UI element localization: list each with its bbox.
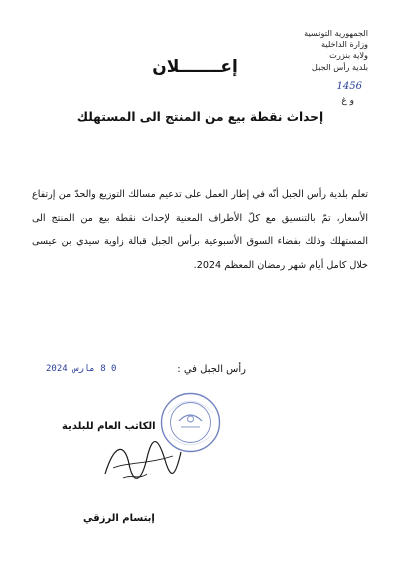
announcement-body: تعلم بلدية رأس الجبل أنّه في إطار العمل على تدعيم مسالك التوزيع والحدّ من إرتفاع الأسعار، تمّ بالتنسيق مع كلّ الأطراف المعنية لإحداث نقطة بيع من المنتج الى المستهلك وذلك بفضاء السوق الأسبوعية برأس الجبل قبالة زاوية سيدي بن عيسى خلال كامل أيام شهر رمضان المعظم 2024.	[32, 189, 368, 271]
signatory-title: الكاتب العام للبلدية	[62, 421, 156, 432]
date-place-label: رأس الجبل في :	[177, 364, 246, 375]
letterhead-ministry: وزارة الداخلية	[320, 39, 368, 50]
document-title: إعـــــــلان	[152, 57, 238, 77]
letterhead-municipality: بلدية رأس الجبل	[311, 61, 368, 72]
document-subject: إحداث نقطة بيع من المنتج الى المستهلك	[76, 110, 324, 124]
letterhead-governorate: ولاية بنزرت	[329, 50, 368, 61]
date-line	[46, 364, 372, 380]
handwritten-signature-icon	[95, 434, 185, 492]
reference-sub: و غ	[341, 96, 354, 106]
letterhead	[304, 28, 368, 73]
letterhead-republic: الجمهورية التونسية	[304, 28, 368, 38]
signatory-name: إبتسام الرزقي	[83, 513, 155, 524]
reference-number: 1456	[336, 81, 362, 92]
date-stamp: 0 8 مارس 2024	[46, 364, 117, 374]
